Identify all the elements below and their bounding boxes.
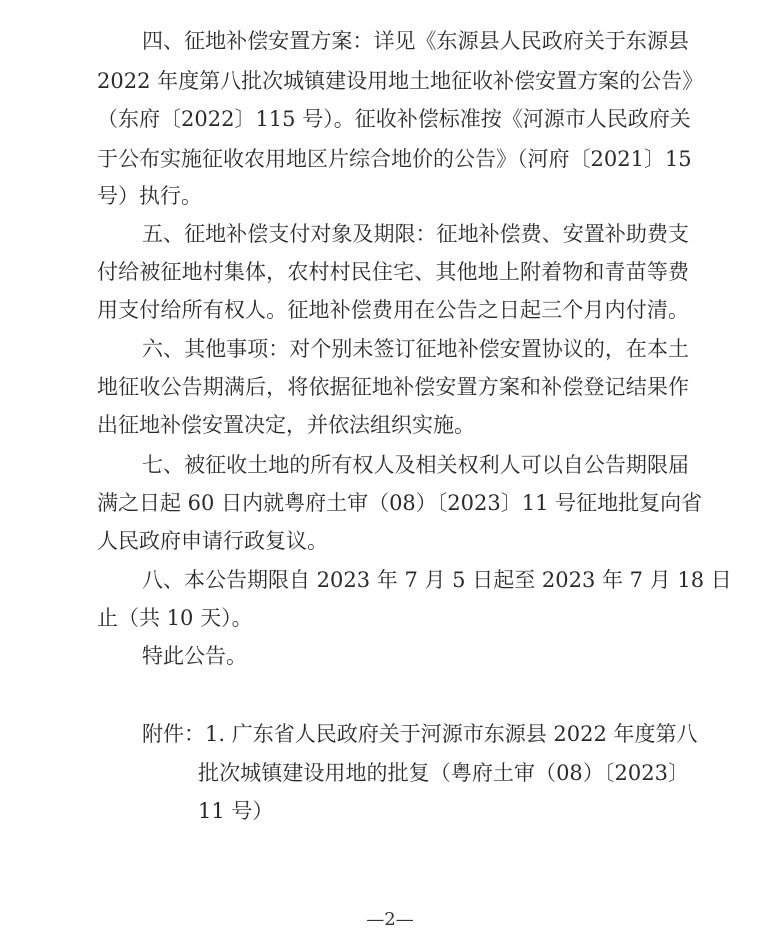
attachment-line: 11 号）: [198, 799, 274, 823]
paragraph-line: 止（共 10 天）。: [97, 606, 253, 630]
paragraph-line: 四、征地补偿安置方案：详见《东源县人民政府关于东源县: [142, 29, 689, 53]
attachment-line: 批次城镇建设用地的批复（粤府土审（08）〔2023〕: [198, 761, 689, 785]
paragraph-line: 出征地补偿安置决定，并依法组织实施。: [97, 413, 475, 437]
paragraph-line: 八、本公告期限自 2023 年 7 月 5 日起至 2023 年 7 月 18 日: [142, 568, 732, 592]
closing-line: 特此公告。: [142, 644, 247, 668]
paragraph-line: 七、被征收土地的所有权人及相关权利人可以自公告期限届: [142, 453, 689, 477]
paragraph-line: 满之日起 60 日内就粤府土审（08）〔2023〕11 号征地批复向省: [97, 491, 703, 515]
attachment-line: 附件：1. 广东省人民政府关于河源市东源县 2022 年度第八: [142, 722, 698, 746]
paragraph-line: 地征收公告期满后，将依据征地补偿安置方案和补偿登记结果作: [97, 375, 689, 399]
paragraph-line: 于公布实施征收农用地区片综合地价的公告》（河府〔2021〕15: [97, 147, 692, 171]
paragraph-line: 六、其他事项：对个别未签订征地补偿安置协议的，在本土: [142, 337, 689, 361]
paragraph-line: 人民政府申请行政复议。: [97, 529, 328, 553]
paragraph-line: 用支付给所有权人。征地补偿费用在公告之日起三个月内付清。: [97, 298, 689, 322]
page-number: —2—: [366, 909, 414, 930]
paragraph-line: 2022 年度第八批次城镇建设用地土地征收补偿安置方案的公告》: [97, 69, 704, 93]
paragraph-line: 付给被征地村集体，农村村民住宅、其他地上附着物和青苗等费: [97, 260, 689, 284]
paragraph-line: 五、征地补偿支付对象及期限：征地补偿费、安置补助费支: [142, 222, 689, 246]
paragraph-line: （东府〔2022〕115 号）。征收补偿标准按《河源市人民政府关: [97, 107, 691, 131]
paragraph-line: 号）执行。: [97, 184, 202, 208]
